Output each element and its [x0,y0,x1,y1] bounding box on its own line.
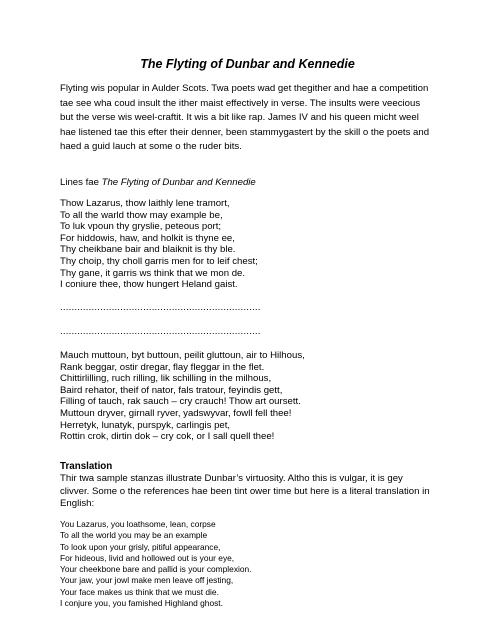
poem-line: Mauch muttoun, byt buttoun, peilit gluttoun, air to Hilhous, [60,350,305,361]
intro-paragraph [60,82,450,155]
intro-line: Flyting wis popular in Aulder Scots. Twa poets wad get thegither and hae a competition [60,83,429,94]
translation-intro-line: clivver. Some o the references hae been tint ower time but here is a literal translation in [60,485,430,497]
poem-line: To all the warld thow may example be, [60,209,223,221]
poem-line: Thy choip, thy choll garris men for to leif chest; [60,255,258,267]
translation-heading: Translation [60,461,113,472]
translation-intro [60,473,450,511]
translation-line: Your cheekbone bare and pallid is your complexion. [60,564,252,575]
intro-line: tae see wha coud insult the ither maist effectively in verse. The insults were veecious [60,97,421,109]
translation-line: To all the world you may be an example [60,530,208,541]
lines-heading-prefix: Lines fae [60,177,102,188]
poem-line: To luk vpoun thy gryslie, peteous port; [60,221,222,233]
translation-line: Your jaw, your jowl make men leave off jesting, [60,575,234,586]
poem-stanza-one [60,198,450,291]
ellipsis-divider: ...................................................................... [60,302,261,313]
poem-line: Muttoun dryver, girnall ryver, yadswyvar, fowll fell thee! [60,407,292,419]
poem-line: Thow Lazarus, thow laithly lene tramort, [60,198,230,209]
poem-line: Thy gane, it garris ws think that we mon de. [60,267,246,279]
translation-intro-line: English: [60,498,95,510]
poem-line: I coniure thee, thow hungert Heland gaist. [60,279,238,291]
document-title: The Flyting of Dunbar and Kennedie [140,57,355,71]
intro-line: haed a guid lauch at some o the ruder bits. [60,141,242,152]
poem-line: Thy cheikbane bair and blaiknit is thy ble. [60,244,236,256]
translation-verse [60,519,450,609]
translation-line: Your face makes us think that we must die. [60,586,219,597]
intro-line: hae listened tae this efter their denner, been stammygastert by the skill o the poets and [60,126,430,138]
translation-line: You Lazarus, you loathsome, lean, corpse [60,519,216,529]
translation-line: For hideous, livid and hollowed out is your eye, [60,552,235,563]
translation-line: I conjure you, you famished Highland ghost. [60,598,223,609]
poem-line: Rottin crok, dirtin dok – cry cok, or I sall quell thee! [60,431,275,443]
intro-line: but the verse wis weel-craftit. It wis a bit like rap. James IV and his queen micht weel [60,112,419,123]
poem-line: Baird rehator, theif of nator, fals tratour, feyindis gett, [60,384,283,396]
ellipsis-divider: ...................................................................... [60,326,261,337]
lines-heading [60,176,256,189]
poem-stanza-two [60,350,450,443]
poem-line: Filling of tauch, rak sauch – cry crauch! Thow art oursett. [60,396,301,408]
poem-line: Rank beggar, ostir dregar, flay fleggar in the flet. [60,361,265,373]
translation-line: To look upon your grisly, pitiful appearance, [60,541,221,552]
poem-line: Chittirlilling, ruch rilling, lik schilling in the milhous, [60,373,272,385]
poem-line: For hiddowis, haw, and holkit is thyne ee, [60,232,235,244]
poem-line: Herretyk, lunatyk, purspyk, carlingis pet, [60,419,231,431]
translation-intro-line: Thir twa sample stanzas illustrate Dunbar’s virtuosity. Altho this is vulgar, it is gey [60,473,403,484]
lines-heading-title: The Flyting of Dunbar and Kennedie [101,177,256,188]
